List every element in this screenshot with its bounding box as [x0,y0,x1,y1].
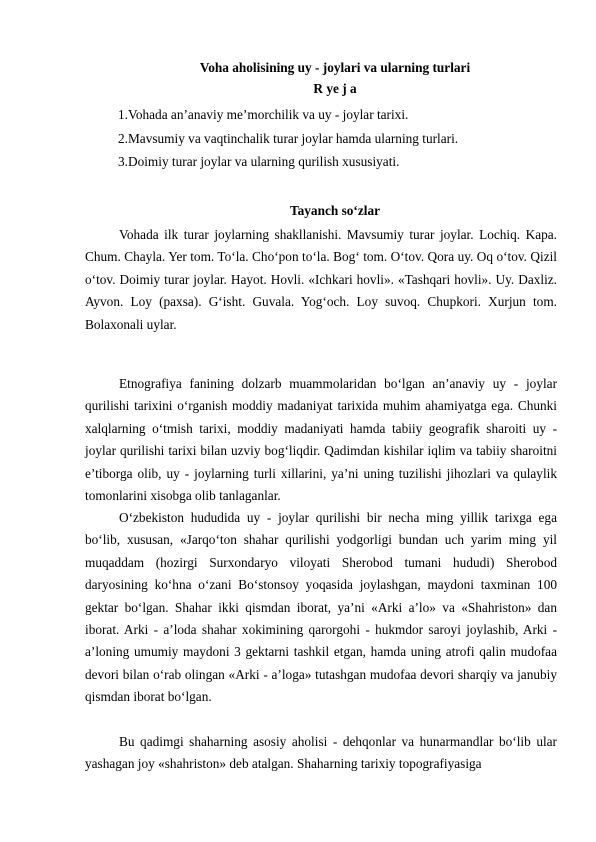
body-paragraph: O‘zbekiston hududida uy - joylar qurilishi bir necha ming yillik tarixga ega bo‘lib, xususan, «Jarqo‘ton shahar qurilishi yodgorligi bundan uch yarim ming yil muqaddam (hozirgi Surxondaryo viloyati Sherobod tumani hududi) Sherobod daryosining ko‘hna o‘zani Bo‘stonsoy yoqasida joylashgan, maydoni taxminan 100 gektar bo‘lgan. Shahar ikki qismdan iborat, ya’ni «Arki a’lo» va «Shahriston» dan iborat. Arki - a’loda shahar xokimining qarorgohi - hukmdor saroyi joylashib, Arki - a’loning umumiy maydoni 3 gektarni tashkil etgan, hamda uning atrofi qalin mudofaa devori bilan o‘rab olingan «Arki - a’loga» tutashgan mudofaa devori sharqiy va janubiy qismdan iborat bo‘lgan. [85,510,557,705]
plan-item: 3.Doimiy turar joylar va ularning qurilish xususiyati. [118,154,400,169]
plan-heading: R ye j a [313,81,357,96]
document-title: Voha aholisining uy - joylari va ularning turlari [199,60,471,75]
keywords-paragraph: Vohada ilk turar joylarning shakllanishi. Mavsumiy turar joylar. Lochiq. Kapa. Chum. Chayla. Yer tom. To‘la. Cho‘pon to‘la. Bog‘ tom. O‘tov. Qora uy. Oq o‘tov. Qizil o‘tov. Doimiy turar joylar. Hayot. Hovli. «Ichkari hovli». «Tashqari hovli». Uy. Daxliz. Ayvon. Loy (paxsa). G‘isht. Guvala. Yog‘och. Loy suvoq. Chupkori. Xurjun tom. Bolaxonali uylar. [85,227,557,332]
body-paragraph: Etnografiya fanining dolzarb muammolaridan bo‘lgan an’anaviy uy - joylar qurilishi tarixini o‘rganish moddiy madaniyat tarixida muhim ahamiyatga ega. Chunki xalqlarning o‘tmish tarixi, moddiy madaniyati hamda tabiiy geografik sharoiti uy - joylar qurilishi tarixi bilan uzviy bog‘liqdir. Qadimdan kishilar iqlim va tabiiy sharoitni e’tiborga olib, uy - joylarning turli xillarini, ya’ni uning tuzilishi jihozlari va qulaylik tomonlarini xisobga olib tanlaganlar. [85,376,557,504]
plan-item: 2.Mavsumiy va vaqtinchalik turar joylar hamda ularning turlari. [118,130,459,146]
keywords-heading: Tayanch so‘zlar [289,203,380,218]
body-paragraph: Bu qadimgi shaharning asosiy aholisi - dehqonlar va hunarmandlar bo‘lib ular yashagan joy «shahriston» deb atalgan. Shaharning tarixiy topografiyasiga [85,734,557,772]
plan-list [118,103,458,174]
plan-item: 1.Vohada an’anaviy me’morchilik va uy - joylar tarixi. [118,107,409,122]
